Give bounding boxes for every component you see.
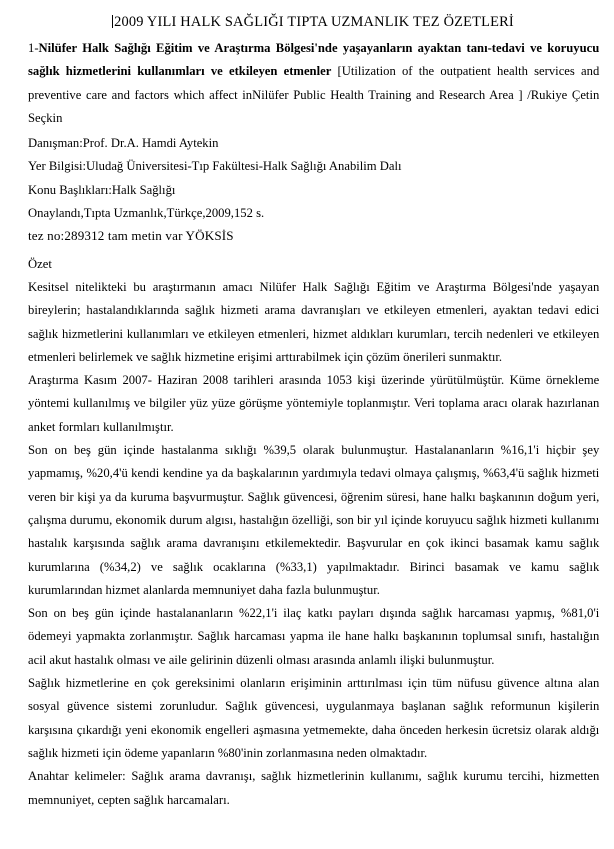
page-title-text: 2009 YILI HALK SAĞLIĞI TIPTA UZMANLIK TEZ ÖZETLERİ	[114, 14, 514, 30]
thesis-title-english-author: [Utilization of the outpatient health services and preventive care and factors which affect inNilüfer Public Health Training and Research Area ] /Rukiye Çetin Seçkin	[28, 63, 600, 125]
document-body	[28, 36, 600, 811]
thesis-heading	[28, 36, 599, 129]
text-caret	[112, 15, 113, 28]
abstract-paragraph-1: Kesitsel nitelikteki bu araştırmanın amacı Nilüfer Halk Sağlığı Eğitim ve Araştırma Bölgesi'nde yaşayan bireylerin; hastalandıklarında sağlık hizmeti arama davranışları ve etkileyen etmenleri, ayaktan tedavi edici sağlık hizmetlerini kullanımları ve etkileyen etmenleri, hizmet aldıkları kurumları, tercih nedenleri ve etkileyen etmenleri belirlemek ve sağlık hizmetine erişimi arttırabilmek için çözüm önerileri sunmaktır.	[28, 278, 600, 364]
thesis-item-number: 1-	[28, 40, 39, 55]
metadata-thesis-number-line: tez no:289312 tam metin var YÖKSİS	[28, 228, 234, 244]
thesis-title-turkish: Nilüfer Halk Sağlığı Eğitim ve Araştırma Bölgesi'nde yaşayanların ayaktan tanı-tedavi ve koruyucu sağlık hizmetlerini kullanımları ve etkileyen etmenler	[28, 40, 600, 79]
abstract-paragraph-4: Son on beş gün içinde hastalananların %22,1'i ilaç katkı payları dışında sağlık harcaması yapmış, %81,0'i ödemeyi yapmakta zorlanmıştır. Sağlık harcaması yapma ile hane halkı başkanının toplumsal sınıfı, hastalığın acil akut hastalık olması ve aile gelirinin düzenli olması arasında anlamlı ilişki bulunmuştur.	[28, 605, 600, 667]
metadata-advisor: Danışman:Prof. Dr.A. Hamdi Aytekin	[28, 135, 219, 151]
abstract-paragraph-5: Sağlık hizmetlerine en çok gereksinimi olanların erişiminin arttırılması için tüm nüfusu güvence altına alan sosyal güvence sistemi zorunludur. Sağlık güvencesi, uygulanmaya başlanan sağlık reformunun kişilerin karşısına çıkardığı yeni ekonomik engelleri aşmasına yetmemekte, daha önceden herkesin ücretsiz olarak aldığı sağlık hizmeti için ödeme yapanların %80'inin zorlanmasına neden olmaktadır.	[28, 675, 600, 760]
page-title	[28, 12, 598, 32]
abstract-paragraph-2: Araştırma Kasım 2007- Haziran 2008 tarihleri arasında 1053 kişi üzerinde yürütülmüştür. Küme örnekleme yöntemi kullanılmış ve bilgiler yüz yüze görüşme yöntemiyle toplanmıştır. Veri toplama aracı olarak hazırlanan anket formları kullanılmıştır.	[28, 372, 600, 434]
metadata-approval-line: Onaylandı,Tıpta Uzmanlık,Türkçe,2009,152 s.	[28, 205, 265, 221]
abstract-label: Özet	[28, 255, 52, 271]
metadata-subject-headings: Konu Başlıkları:Halk Sağlığı	[28, 181, 176, 197]
abstract-keywords: Anahtar kelimeler: Sağlık arama davranışı, sağlık hizmetlerinin kullanımı, sağlık kurumu tercihi, hizmetten memnuniyet, cepten sağlık harcamaları.	[28, 768, 600, 807]
abstract-paragraph-3: Son on beş gün içinde hastalanma sıklığı %39,5 olarak bulunmuştur. Hastalananların %16,1'i hiçbir şey yapmamış, %20,4'ü kendi kendine ya da başkalarının yardımıyla tedavi olmaya çalışmış, %63,4'ü sağlık hizmeti veren bir kişi ya da kuruma başvurmuştur. Sağlık güvencesi, öğrenim süresi, hane halkı başkanının doğum yeri, çalışma durumu, ekonomik durum algısı, hastalığın özelliği, son bir yıl içinde koruyucu sağlık hizmeti kullanımı hastalık karşısında sağlık arama davranışını etkilemektedir. Başvurular en çok ikinci basamak kamu sağlık kurumlarına (%34,2) ve sağlık ocaklarına (%33,1) yapılmaktadır. Birinci basamak ve kamu sağlık kurumlarından hizmet alanlarda memnuniyet daha fazla bulunmuştur.	[28, 442, 600, 597]
metadata-location-info: Yer Bilgisi:Uludağ Üniversitesi-Tıp Fakültesi-Halk Sağlığı Anabilim Dalı	[28, 158, 402, 174]
